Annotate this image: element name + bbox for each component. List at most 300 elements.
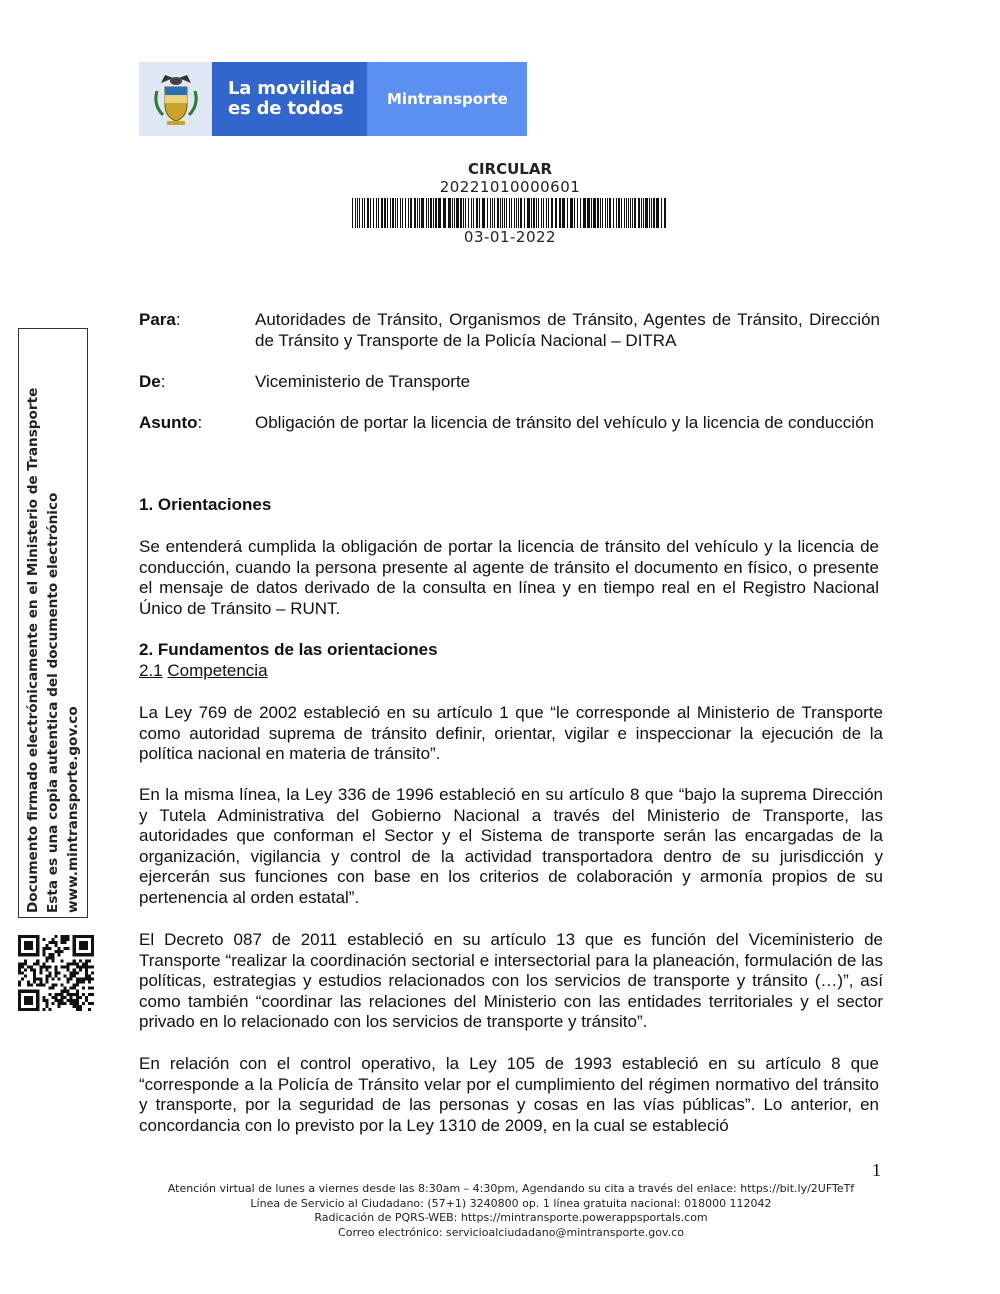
barcode-bar <box>643 198 644 228</box>
qr-module <box>30 984 33 987</box>
barcode-bar <box>364 198 365 228</box>
footer-line-3: Radicación de PQRS-WEB: https://mintransporte.powerappsportals.com <box>314 1211 708 1225</box>
qr-module <box>36 959 39 962</box>
qr-module <box>42 984 45 987</box>
barcode-bar <box>506 198 507 228</box>
qr-module <box>42 950 45 953</box>
qr-module <box>79 1005 82 1008</box>
qr-module <box>24 941 27 944</box>
qr-module <box>45 947 48 950</box>
qr-module <box>45 959 48 962</box>
qr-module <box>61 959 64 962</box>
qr-module <box>58 999 61 1002</box>
barcode-bar <box>653 198 655 228</box>
qr-module <box>36 1008 39 1011</box>
barcode-bar <box>373 198 374 228</box>
qr-module <box>91 971 94 974</box>
qr-module <box>30 990 33 993</box>
qr-module <box>21 1008 24 1011</box>
qr-module <box>91 1002 94 1005</box>
barcode-bar <box>465 198 466 228</box>
qr-module <box>85 947 88 950</box>
asunto-value: Obligación de portar la licencia de tránsito del vehículo y la licencia de conducción <box>255 413 874 432</box>
barcode-bar <box>430 198 432 228</box>
barcode-bar <box>574 198 575 228</box>
qr-module <box>27 996 30 999</box>
qr-module <box>42 953 45 956</box>
qr-module <box>54 941 57 944</box>
asunto-label: Asunto: <box>139 413 203 432</box>
barcode-bar <box>641 198 642 228</box>
qr-module <box>73 953 76 956</box>
qr-module <box>61 993 64 996</box>
barcode-bar <box>638 198 640 228</box>
qr-module <box>18 965 21 968</box>
qr-module <box>30 947 33 950</box>
qr-module <box>70 996 73 999</box>
qr-module <box>24 953 27 956</box>
qr-module <box>30 1008 33 1011</box>
qr-module <box>76 965 79 968</box>
barcode-bar <box>548 198 549 228</box>
barcode-bar <box>421 198 424 228</box>
qr-module <box>67 947 70 950</box>
barcode-bar <box>664 198 666 228</box>
qr-module <box>91 947 94 950</box>
qr-module <box>76 996 79 999</box>
qr-module <box>51 978 54 981</box>
qr-module <box>30 996 33 999</box>
barcode-bar <box>448 198 451 228</box>
qr-module <box>36 1002 39 1005</box>
barcode-bar <box>587 198 590 228</box>
qr-module <box>88 987 91 990</box>
qr-module <box>91 987 94 990</box>
barcode-bar <box>417 198 418 228</box>
qr-module <box>91 941 94 944</box>
qr-module <box>36 944 39 947</box>
qr-module <box>18 996 21 999</box>
barcode-bar <box>362 198 363 228</box>
qr-module <box>73 1005 76 1008</box>
qr-module <box>61 990 64 993</box>
qr-module <box>91 944 94 947</box>
footer-line-2: Línea de Servicio al Ciudadano: (57+1) 3240800 op. 1 línea gratuita nacional: 018000 112042 <box>250 1196 772 1210</box>
stamp-line-1: Documento firmado electrónicamente en el Ministerio de Transporte <box>25 387 41 913</box>
barcode-bar <box>359 198 360 228</box>
qr-module <box>45 1002 48 1005</box>
paragraph-3: En la misma línea, la Ley 336 de 1996 estableció en su artículo 8 que “bajo la suprema Dirección y Tutela Administrativa del Gobierno Nacional a través del Ministerio de Transporte, las autoridades que conforman el Sector y el Sistema de transporte serán las encargadas de la organización, vigilancia y control de la actividad transportadora dentro de su jurisdicción y ejercerán sus funciones con base en los criterios de colaboración y armonía propios de su pertenencia al orden estatal”. <box>139 785 883 907</box>
qr-module <box>42 938 45 941</box>
qr-module <box>30 1002 33 1005</box>
barcode-bar <box>562 198 565 228</box>
barcode-bar <box>649 198 650 228</box>
qr-module <box>21 978 24 981</box>
qr-module <box>85 996 88 999</box>
barcode-bar <box>497 198 499 228</box>
qr-module <box>18 950 21 953</box>
qr-module <box>70 975 73 978</box>
qr-module <box>82 987 85 990</box>
qr-module <box>24 944 27 947</box>
qr-module <box>85 953 88 956</box>
qr-module <box>58 1002 61 1005</box>
barcode-bar <box>410 198 412 228</box>
qr-module <box>39 971 42 974</box>
qr-module <box>18 944 21 947</box>
qr-module <box>88 959 91 962</box>
qr-module <box>67 990 70 993</box>
qr-module <box>48 941 51 944</box>
barcode-bar <box>511 198 512 228</box>
barcode-bar <box>384 198 386 228</box>
page-number: 1 <box>872 1160 881 1180</box>
barcode-bar <box>494 198 495 228</box>
de-label: De: <box>139 372 166 391</box>
qr-module <box>30 999 33 1002</box>
qr-module <box>18 938 21 941</box>
barcode-bar <box>492 198 493 228</box>
barcode-bar <box>602 198 603 228</box>
qr-module <box>24 1008 27 1011</box>
qr-module <box>79 941 82 944</box>
qr-module <box>91 953 94 956</box>
barcode-bar <box>405 198 406 228</box>
qr-module <box>27 953 30 956</box>
barcode-bar <box>591 198 592 228</box>
qr-module <box>36 962 39 965</box>
qr-module <box>85 962 88 965</box>
qr-module <box>91 938 94 941</box>
barcode-bar <box>580 198 581 228</box>
qr-module <box>88 1008 91 1011</box>
qr-module <box>51 956 54 959</box>
qr-module <box>24 959 27 962</box>
qr-module <box>42 947 45 950</box>
qr-module <box>45 956 48 959</box>
qr-module <box>18 999 21 1002</box>
qr-module <box>61 1002 64 1005</box>
barcode-bar <box>500 198 501 228</box>
qr-module <box>36 941 39 944</box>
qr-module <box>73 941 76 944</box>
barcode-bar <box>414 198 416 228</box>
barcode-bar <box>577 198 578 228</box>
qr-module <box>42 996 45 999</box>
qr-module <box>36 1005 39 1008</box>
barcode-bar <box>609 198 611 228</box>
qr-module <box>64 947 67 950</box>
qr-module <box>21 971 24 974</box>
qr-module <box>51 1002 54 1005</box>
qr-module <box>54 999 57 1002</box>
barcode-bar <box>387 198 388 228</box>
circular-date: 03-01-2022 <box>463 228 557 246</box>
barcode-bar <box>605 198 606 228</box>
qr-module <box>42 962 45 965</box>
qr-module <box>45 981 48 984</box>
barcode-bar <box>482 198 485 228</box>
qr-module <box>54 935 57 938</box>
qr-module <box>48 987 51 990</box>
qr-module <box>70 993 73 996</box>
barcode-bar <box>392 198 394 228</box>
qr-module <box>58 947 61 950</box>
qr-module <box>58 953 61 956</box>
qr-module <box>79 944 82 947</box>
barcode-bar <box>390 198 391 228</box>
qr-module <box>18 968 21 971</box>
qr-module <box>27 981 30 984</box>
stamp-line-2: Esta es una copia autentica del documento electrónico <box>45 492 61 913</box>
barcode-bar <box>538 198 539 228</box>
qr-code <box>18 935 94 1011</box>
qr-module <box>51 941 54 944</box>
qr-module <box>64 935 67 938</box>
qr-module <box>39 968 42 971</box>
barcode-bar <box>632 198 633 228</box>
qr-module <box>82 935 85 938</box>
qr-module <box>76 953 79 956</box>
qr-module <box>85 968 88 971</box>
qr-module <box>76 962 79 965</box>
qr-module <box>79 953 82 956</box>
qr-module <box>51 953 54 956</box>
barcode-bar <box>634 198 636 228</box>
qr-module <box>73 938 76 941</box>
barcode-bar <box>428 198 429 228</box>
qr-module <box>73 968 76 971</box>
qr-module <box>54 965 57 968</box>
qr-module <box>85 959 88 962</box>
para-label: Para: <box>139 310 181 329</box>
qr-module <box>82 993 85 996</box>
qr-module <box>79 996 82 999</box>
qr-module <box>61 965 64 968</box>
qr-module <box>76 984 79 987</box>
qr-module <box>82 981 85 984</box>
qr-module <box>82 953 85 956</box>
barcode-bar <box>468 198 469 228</box>
coat-of-arms-icon <box>139 62 212 136</box>
barcode-bar <box>518 198 519 228</box>
qr-module <box>54 944 57 947</box>
barcode-bar <box>367 198 369 228</box>
barcode-bar <box>628 198 629 228</box>
qr-module <box>73 947 76 950</box>
qr-module <box>79 935 82 938</box>
qr-module <box>79 968 82 971</box>
qr-module <box>58 1005 61 1008</box>
qr-module <box>79 959 82 962</box>
barcode-bar <box>454 198 455 228</box>
qr-module <box>73 1002 76 1005</box>
qr-module <box>58 993 61 996</box>
qr-module <box>76 935 79 938</box>
qr-module <box>27 999 30 1002</box>
barcode-bar <box>546 198 547 228</box>
qr-module <box>42 1008 45 1011</box>
qr-module <box>18 953 21 956</box>
barcode-bar <box>408 198 409 228</box>
qr-module <box>88 993 91 996</box>
qr-module <box>18 947 21 950</box>
qr-module <box>79 978 82 981</box>
qr-module <box>33 981 36 984</box>
circular-title: CIRCULAR <box>467 160 553 178</box>
qr-module <box>85 978 88 981</box>
qr-module <box>18 962 21 965</box>
qr-module <box>58 950 61 953</box>
qr-module <box>36 938 39 941</box>
barcode-bar <box>583 198 586 228</box>
qr-module <box>73 987 76 990</box>
qr-module <box>18 1002 21 1005</box>
qr-module <box>24 996 27 999</box>
qr-module <box>21 990 24 993</box>
qr-module <box>24 975 27 978</box>
barcode-bar <box>438 198 441 228</box>
qr-module <box>79 965 82 968</box>
qr-module <box>36 996 39 999</box>
qr-module <box>27 944 30 947</box>
qr-module <box>21 935 24 938</box>
qr-module <box>51 938 54 941</box>
qr-module <box>45 975 48 978</box>
qr-module <box>85 975 88 978</box>
qr-module <box>45 999 48 1002</box>
qr-module <box>30 965 33 968</box>
qr-module <box>76 978 79 981</box>
barcode-bar <box>471 198 472 228</box>
qr-module <box>54 968 57 971</box>
subsection-heading: 2.1 Competencia <box>139 661 268 680</box>
qr-module <box>64 965 67 968</box>
para-value: Autoridades de Tránsito, Organismos de Tránsito, Agentes de Tránsito, Dirección de Tránsito y Transporte de la Policía Nacional – DITRA <box>255 310 880 350</box>
qr-module <box>24 947 27 950</box>
barcode-bar <box>536 198 537 228</box>
qr-module <box>27 990 30 993</box>
qr-module <box>64 941 67 944</box>
qr-module <box>27 941 30 944</box>
qr-module <box>39 965 42 968</box>
qr-module <box>85 971 88 974</box>
section-heading-1: 1. Orientaciones <box>139 495 272 514</box>
qr-module <box>73 975 76 978</box>
barcode-bar <box>621 198 622 228</box>
qr-module <box>88 953 91 956</box>
qr-module <box>33 1008 36 1011</box>
barcode-bar <box>527 198 530 228</box>
barcode-bar <box>533 198 535 228</box>
qr-module <box>58 971 61 974</box>
qr-module <box>67 965 70 968</box>
qr-module <box>36 984 39 987</box>
qr-module <box>76 1008 79 1011</box>
qr-module <box>64 938 67 941</box>
qr-module <box>21 953 24 956</box>
qr-module <box>18 984 21 987</box>
barcode-bar <box>476 198 478 228</box>
qr-module <box>76 990 79 993</box>
barcode-bar <box>531 198 532 228</box>
barcode-bar <box>607 198 608 228</box>
signature-stamp <box>18 328 88 918</box>
qr-module <box>67 968 70 971</box>
qr-module <box>67 978 70 981</box>
qr-module <box>73 962 76 965</box>
qr-module <box>27 984 30 987</box>
qr-module <box>64 975 67 978</box>
barcode-bar <box>524 198 525 228</box>
qr-module <box>85 935 88 938</box>
barcode-bar <box>473 198 474 228</box>
barcode-bar <box>487 198 488 228</box>
qr-module <box>70 987 73 990</box>
qr-module <box>61 941 64 944</box>
qr-module <box>33 962 36 965</box>
qr-module <box>70 999 73 1002</box>
qr-module <box>67 938 70 941</box>
qr-module <box>48 971 51 974</box>
barcode-bar <box>460 198 462 228</box>
barcode-bar <box>520 198 522 228</box>
qr-module <box>82 1002 85 1005</box>
qr-module <box>51 984 54 987</box>
qr-module <box>45 978 48 981</box>
qr-module <box>88 978 91 981</box>
qr-module <box>73 950 76 953</box>
paragraph-1: Se entenderá cumplida la obligación de portar la licencia de tránsito del vehículo y la licencia de conducción, cuando la persona presente al agente de tránsito el documento en físico, o presente el mensaje de datos derivado de la consulta en línea y en tiempo real en el Registro Nacional Único de Tránsito – RUNT. <box>139 537 879 618</box>
qr-module <box>76 1005 79 1008</box>
qr-module <box>18 1005 21 1008</box>
qr-module <box>33 968 36 971</box>
qr-module <box>82 944 85 947</box>
qr-module <box>88 965 91 968</box>
stamp-line-3: www.mintransporte.gov.co <box>65 706 81 913</box>
qr-module <box>48 947 51 950</box>
qr-module <box>30 953 33 956</box>
qr-module <box>67 981 70 984</box>
qr-module <box>51 987 54 990</box>
qr-module <box>27 935 30 938</box>
footer-line-4: Correo electrónico: servicioalciudadano@mintransporte.gov.co <box>338 1225 684 1239</box>
qr-module <box>67 993 70 996</box>
qr-module <box>76 971 79 974</box>
barcode-bar <box>419 198 420 228</box>
barcode-bar <box>645 198 648 228</box>
footer-line-1: Atención virtual de lunes a viernes desde las 8:30am – 4:30pm, Agendando su cita a través del enlace: https://bit.ly/2UFTeTf <box>167 1182 855 1195</box>
qr-module <box>88 935 91 938</box>
qr-module <box>36 990 39 993</box>
barcode-bar <box>397 198 398 228</box>
section-heading-2: 2. Fundamentos de las orientaciones <box>139 640 438 659</box>
qr-module <box>33 971 36 974</box>
barcode-bar <box>426 198 427 228</box>
qr-module <box>61 938 64 941</box>
qr-module <box>82 965 85 968</box>
paragraph-2: La Ley 769 de 2002 estableció en su artículo 1 que “le corresponde al Ministerio de Transporte como autoridad suprema de tránsito definir, orientar, vigilar e inspeccionar la ejecución de la política nacional en materia de tránsito”. <box>139 703 883 764</box>
qr-module <box>24 999 27 1002</box>
qr-module <box>88 981 91 984</box>
qr-module <box>36 950 39 953</box>
barcode-bar <box>626 198 627 228</box>
barcode-bar <box>651 198 652 228</box>
qr-module <box>91 935 94 938</box>
qr-module <box>18 941 21 944</box>
qr-module <box>61 999 64 1002</box>
qr-module <box>82 962 85 965</box>
